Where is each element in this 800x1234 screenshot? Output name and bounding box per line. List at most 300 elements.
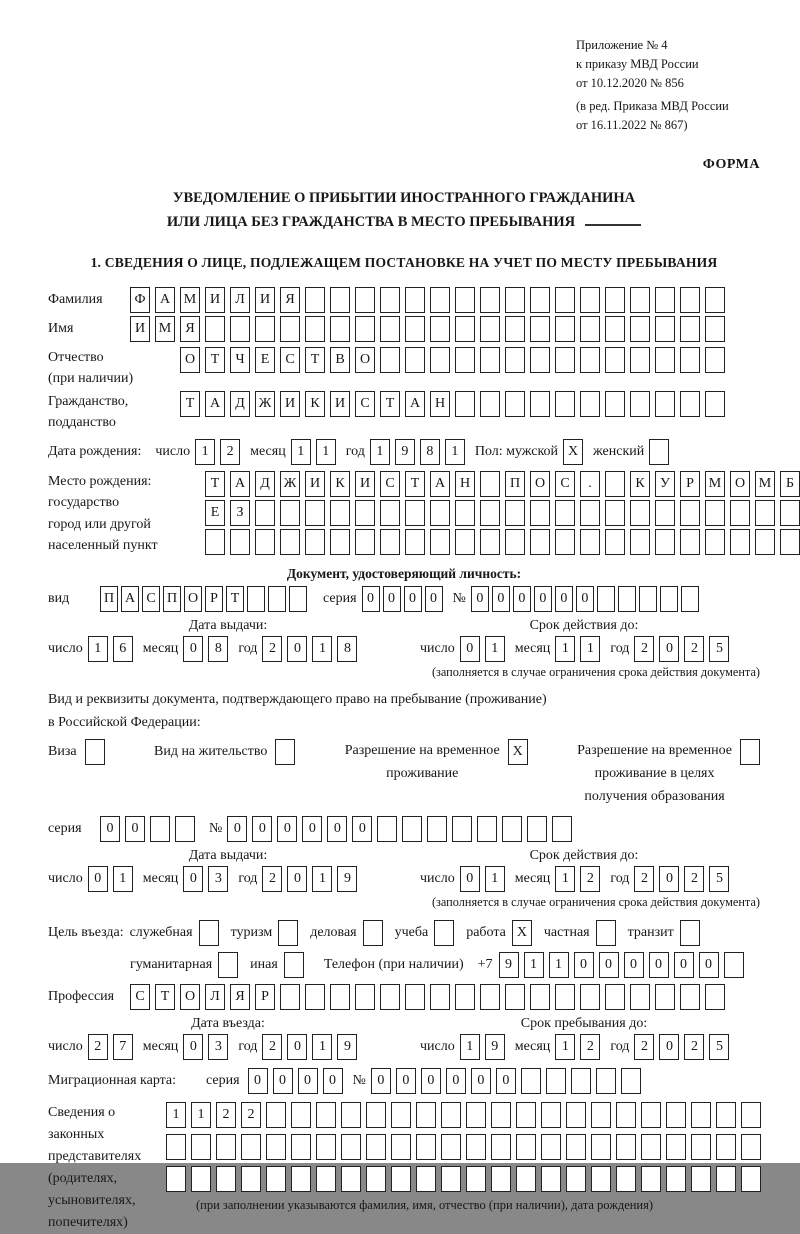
form-cell[interactable]: 1	[555, 1034, 575, 1060]
form-cell[interactable]	[605, 347, 625, 373]
form-cell[interactable]	[655, 316, 675, 342]
form-cell[interactable]: 0	[576, 586, 594, 612]
form-cell[interactable]	[555, 529, 575, 555]
form-cell[interactable]	[441, 1166, 461, 1192]
form-cell[interactable]: 1	[445, 439, 465, 465]
form-cell[interactable]: .	[580, 471, 600, 497]
form-cell[interactable]	[566, 1134, 586, 1160]
form-cell[interactable]	[555, 391, 575, 417]
form-cell[interactable]	[555, 500, 575, 526]
form-cell[interactable]	[705, 287, 725, 313]
form-cell[interactable]: 8	[208, 636, 228, 662]
form-cell[interactable]: 7	[113, 1034, 133, 1060]
form-cell[interactable]	[280, 984, 300, 1010]
form-cell[interactable]: Т	[405, 471, 425, 497]
form-cell[interactable]: 0	[574, 952, 594, 978]
form-cell[interactable]	[455, 316, 475, 342]
form-cell[interactable]: 0	[421, 1068, 441, 1094]
form-cell[interactable]: Л	[205, 984, 225, 1010]
form-cell[interactable]: С	[142, 586, 160, 612]
form-cell[interactable]: А	[155, 287, 175, 313]
form-cell[interactable]: 1	[113, 866, 133, 892]
form-cell[interactable]: А	[205, 391, 225, 417]
form-cell[interactable]	[655, 391, 675, 417]
form-cell[interactable]: М	[155, 316, 175, 342]
form-cell[interactable]: 0	[460, 866, 480, 892]
form-cell[interactable]	[380, 287, 400, 313]
form-cell[interactable]	[466, 1102, 486, 1128]
form-cell[interactable]: А	[405, 391, 425, 417]
form-cell[interactable]: 8	[420, 439, 440, 465]
form-cell[interactable]	[405, 316, 425, 342]
form-cell[interactable]	[516, 1102, 536, 1128]
form-cell[interactable]	[605, 500, 625, 526]
form-cell[interactable]: 0	[383, 586, 401, 612]
form-cell[interactable]: 0	[446, 1068, 466, 1094]
form-cell[interactable]	[330, 316, 350, 342]
form-cell[interactable]	[591, 1134, 611, 1160]
form-cell[interactable]: Я	[180, 316, 200, 342]
form-cell[interactable]	[455, 391, 475, 417]
form-cell[interactable]	[191, 1166, 211, 1192]
form-cell[interactable]: Т	[205, 471, 225, 497]
form-cell[interactable]	[430, 984, 450, 1010]
form-cell[interactable]: 2	[262, 636, 282, 662]
form-cell[interactable]	[316, 1134, 336, 1160]
form-cell[interactable]: 9	[395, 439, 415, 465]
form-cell[interactable]: 0	[674, 952, 694, 978]
form-cell[interactable]	[630, 391, 650, 417]
form-cell[interactable]: 1	[88, 636, 108, 662]
form-cell[interactable]	[166, 1166, 186, 1192]
form-cell[interactable]	[680, 391, 700, 417]
form-cell[interactable]	[716, 1102, 736, 1128]
form-cell[interactable]	[291, 1102, 311, 1128]
form-cell[interactable]: А	[121, 586, 139, 612]
form-cell[interactable]: 1	[485, 636, 505, 662]
form-cell[interactable]	[605, 984, 625, 1010]
form-cell[interactable]	[380, 316, 400, 342]
form-cell[interactable]	[230, 316, 250, 342]
form-cell[interactable]	[596, 920, 616, 946]
form-cell[interactable]: А	[230, 471, 250, 497]
form-cell[interactable]	[255, 529, 275, 555]
form-cell[interactable]	[480, 984, 500, 1010]
form-cell[interactable]	[530, 500, 550, 526]
form-cell[interactable]	[278, 920, 298, 946]
form-cell[interactable]	[405, 529, 425, 555]
form-cell[interactable]	[330, 529, 350, 555]
form-cell[interactable]	[380, 347, 400, 373]
form-cell[interactable]: А	[430, 471, 450, 497]
form-cell[interactable]	[466, 1166, 486, 1192]
form-cell[interactable]	[596, 1068, 616, 1094]
form-cell[interactable]	[402, 816, 422, 842]
form-cell[interactable]: 2	[262, 866, 282, 892]
form-cell[interactable]: 0	[287, 636, 307, 662]
form-cell[interactable]: 0	[362, 586, 380, 612]
form-cell[interactable]	[705, 347, 725, 373]
form-cell[interactable]: Т	[180, 391, 200, 417]
form-cell[interactable]	[541, 1102, 561, 1128]
form-cell[interactable]	[291, 1166, 311, 1192]
form-cell[interactable]	[216, 1166, 236, 1192]
form-cell[interactable]	[680, 529, 700, 555]
form-cell[interactable]	[780, 500, 800, 526]
form-cell[interactable]	[552, 816, 572, 842]
form-cell[interactable]: 0	[460, 636, 480, 662]
form-cell[interactable]: 1	[191, 1102, 211, 1128]
form-cell[interactable]	[666, 1102, 686, 1128]
form-cell[interactable]	[691, 1166, 711, 1192]
form-cell[interactable]	[505, 500, 525, 526]
form-cell[interactable]	[616, 1134, 636, 1160]
form-cell[interactable]: С	[130, 984, 150, 1010]
form-cell[interactable]: 9	[337, 866, 357, 892]
form-cell[interactable]: О	[730, 471, 750, 497]
form-cell[interactable]	[780, 529, 800, 555]
form-cell[interactable]: Т	[155, 984, 175, 1010]
form-cell[interactable]	[571, 1068, 591, 1094]
form-cell[interactable]	[655, 984, 675, 1010]
form-cell[interactable]: К	[305, 391, 325, 417]
form-cell[interactable]: Б	[780, 471, 800, 497]
form-cell[interactable]: 9	[337, 1034, 357, 1060]
form-cell[interactable]: 2	[684, 866, 704, 892]
form-cell[interactable]: С	[280, 347, 300, 373]
form-cell[interactable]: 1	[580, 636, 600, 662]
form-cell[interactable]	[305, 500, 325, 526]
form-cell[interactable]	[441, 1102, 461, 1128]
form-cell[interactable]	[516, 1134, 536, 1160]
form-cell[interactable]: 0	[183, 636, 203, 662]
form-cell[interactable]	[255, 316, 275, 342]
form-cell[interactable]: И	[130, 316, 150, 342]
form-cell[interactable]	[616, 1102, 636, 1128]
form-cell[interactable]	[724, 952, 744, 978]
form-cell[interactable]: Р	[205, 586, 223, 612]
form-cell[interactable]	[605, 471, 625, 497]
form-cell[interactable]	[680, 500, 700, 526]
form-cell[interactable]	[355, 500, 375, 526]
form-cell[interactable]	[416, 1102, 436, 1128]
form-cell[interactable]: И	[205, 287, 225, 313]
form-cell[interactable]	[199, 920, 219, 946]
form-cell[interactable]	[291, 1134, 311, 1160]
form-cell[interactable]	[580, 984, 600, 1010]
form-cell[interactable]: Р	[680, 471, 700, 497]
form-cell[interactable]	[639, 586, 657, 612]
form-cell[interactable]: 1	[166, 1102, 186, 1128]
form-cell[interactable]: 0	[513, 586, 531, 612]
form-cell[interactable]: 0	[287, 1034, 307, 1060]
form-cell[interactable]	[491, 1134, 511, 1160]
form-cell[interactable]: 0	[287, 866, 307, 892]
form-cell[interactable]	[289, 586, 307, 612]
form-cell[interactable]: 2	[634, 636, 654, 662]
form-cell[interactable]: 8	[337, 636, 357, 662]
form-cell[interactable]: Ф	[130, 287, 150, 313]
form-cell[interactable]: О	[180, 347, 200, 373]
form-cell[interactable]: У	[655, 471, 675, 497]
form-cell[interactable]	[150, 816, 170, 842]
form-cell[interactable]	[455, 287, 475, 313]
form-cell[interactable]	[605, 287, 625, 313]
form-cell[interactable]: 0	[352, 816, 372, 842]
form-cell[interactable]	[480, 500, 500, 526]
form-cell[interactable]	[430, 347, 450, 373]
form-cell[interactable]: П	[505, 471, 525, 497]
form-cell[interactable]	[741, 1134, 761, 1160]
form-cell[interactable]	[480, 287, 500, 313]
form-cell[interactable]	[618, 586, 636, 612]
form-cell[interactable]: 0	[624, 952, 644, 978]
form-cell[interactable]	[616, 1166, 636, 1192]
form-cell[interactable]: Р	[255, 984, 275, 1010]
form-cell[interactable]: 1	[460, 1034, 480, 1060]
form-cell[interactable]	[705, 500, 725, 526]
form-cell[interactable]	[705, 984, 725, 1010]
form-cell[interactable]	[516, 1166, 536, 1192]
form-cell[interactable]	[505, 984, 525, 1010]
form-cell[interactable]: Т	[226, 586, 244, 612]
form-cell[interactable]	[666, 1166, 686, 1192]
form-cell[interactable]	[455, 500, 475, 526]
form-cell[interactable]: 0	[125, 816, 145, 842]
form-cell[interactable]: Т	[305, 347, 325, 373]
form-cell[interactable]: Ж	[255, 391, 275, 417]
form-cell[interactable]	[649, 439, 669, 465]
form-cell[interactable]: 3	[208, 866, 228, 892]
form-cell[interactable]: 0	[599, 952, 619, 978]
form-cell[interactable]: 2	[580, 866, 600, 892]
form-cell[interactable]: 0	[471, 586, 489, 612]
form-cell[interactable]	[655, 529, 675, 555]
form-cell[interactable]: X	[512, 920, 532, 946]
form-cell[interactable]: 1	[485, 866, 505, 892]
form-cell[interactable]	[380, 984, 400, 1010]
form-cell[interactable]: М	[180, 287, 200, 313]
form-cell[interactable]	[566, 1102, 586, 1128]
form-cell[interactable]: П	[163, 586, 181, 612]
form-cell[interactable]	[505, 391, 525, 417]
form-cell[interactable]	[555, 984, 575, 1010]
form-cell[interactable]	[452, 816, 472, 842]
form-cell[interactable]: 1	[291, 439, 311, 465]
form-cell[interactable]: Н	[430, 391, 450, 417]
form-cell[interactable]: П	[100, 586, 118, 612]
form-cell[interactable]: 0	[492, 586, 510, 612]
form-cell[interactable]	[341, 1134, 361, 1160]
form-cell[interactable]	[705, 529, 725, 555]
form-cell[interactable]	[430, 529, 450, 555]
form-cell[interactable]: 5	[709, 866, 729, 892]
form-cell[interactable]	[405, 347, 425, 373]
form-cell[interactable]	[546, 1068, 566, 1094]
form-cell[interactable]	[580, 391, 600, 417]
form-cell[interactable]	[716, 1134, 736, 1160]
form-cell[interactable]: 0	[471, 1068, 491, 1094]
form-cell[interactable]	[330, 500, 350, 526]
form-cell[interactable]: С	[380, 471, 400, 497]
form-cell[interactable]: 1	[312, 636, 332, 662]
form-cell[interactable]	[521, 1068, 541, 1094]
form-cell[interactable]	[555, 347, 575, 373]
form-cell[interactable]	[541, 1166, 561, 1192]
form-cell[interactable]: 1	[555, 866, 575, 892]
form-cell[interactable]	[284, 952, 304, 978]
form-cell[interactable]: 1	[370, 439, 390, 465]
form-cell[interactable]	[530, 287, 550, 313]
form-cell[interactable]	[691, 1134, 711, 1160]
form-cell[interactable]	[266, 1134, 286, 1160]
form-cell[interactable]: X	[563, 439, 583, 465]
form-cell[interactable]: 2	[634, 866, 654, 892]
form-cell[interactable]: 2	[241, 1102, 261, 1128]
form-cell[interactable]	[455, 529, 475, 555]
form-cell[interactable]: Ж	[280, 471, 300, 497]
form-cell[interactable]	[555, 287, 575, 313]
form-cell[interactable]	[366, 1134, 386, 1160]
form-cell[interactable]	[541, 1134, 561, 1160]
form-cell[interactable]: 0	[302, 816, 322, 842]
form-cell[interactable]	[530, 316, 550, 342]
form-cell[interactable]: 0	[396, 1068, 416, 1094]
form-cell[interactable]: 2	[634, 1034, 654, 1060]
form-cell[interactable]	[380, 529, 400, 555]
form-cell[interactable]: 1	[524, 952, 544, 978]
form-cell[interactable]	[527, 816, 547, 842]
form-cell[interactable]	[680, 347, 700, 373]
form-cell[interactable]	[491, 1102, 511, 1128]
form-cell[interactable]	[630, 287, 650, 313]
form-cell[interactable]: М	[705, 471, 725, 497]
form-cell[interactable]: 0	[371, 1068, 391, 1094]
form-cell[interactable]: Я	[230, 984, 250, 1010]
form-cell[interactable]	[218, 952, 238, 978]
form-cell[interactable]: 1	[312, 1034, 332, 1060]
form-cell[interactable]: 0	[277, 816, 297, 842]
form-cell[interactable]	[655, 500, 675, 526]
form-cell[interactable]: 5	[709, 636, 729, 662]
form-cell[interactable]: 0	[248, 1068, 268, 1094]
form-cell[interactable]	[480, 391, 500, 417]
form-cell[interactable]	[505, 316, 525, 342]
form-cell[interactable]: 1	[555, 636, 575, 662]
form-cell[interactable]	[605, 529, 625, 555]
form-cell[interactable]	[191, 1134, 211, 1160]
form-cell[interactable]	[416, 1134, 436, 1160]
form-cell[interactable]: И	[305, 471, 325, 497]
form-cell[interactable]	[730, 529, 750, 555]
form-cell[interactable]: 9	[499, 952, 519, 978]
form-cell[interactable]: 0	[699, 952, 719, 978]
form-cell[interactable]: 2	[220, 439, 240, 465]
form-cell[interactable]	[255, 500, 275, 526]
form-cell[interactable]	[605, 316, 625, 342]
form-cell[interactable]	[705, 316, 725, 342]
form-cell[interactable]: X	[508, 739, 528, 765]
form-cell[interactable]	[477, 816, 497, 842]
form-cell[interactable]	[266, 1166, 286, 1192]
form-cell[interactable]	[480, 316, 500, 342]
form-cell[interactable]	[466, 1134, 486, 1160]
form-cell[interactable]	[85, 739, 105, 765]
form-cell[interactable]: 0	[649, 952, 669, 978]
form-cell[interactable]	[566, 1166, 586, 1192]
form-cell[interactable]: 0	[659, 1034, 679, 1060]
form-cell[interactable]	[230, 529, 250, 555]
form-cell[interactable]	[430, 287, 450, 313]
form-cell[interactable]: К	[330, 471, 350, 497]
form-cell[interactable]	[530, 347, 550, 373]
form-cell[interactable]	[680, 287, 700, 313]
form-cell[interactable]: Н	[455, 471, 475, 497]
form-cell[interactable]	[530, 984, 550, 1010]
form-cell[interactable]	[502, 816, 522, 842]
form-cell[interactable]	[597, 586, 615, 612]
form-cell[interactable]	[530, 529, 550, 555]
form-cell[interactable]	[416, 1166, 436, 1192]
form-cell[interactable]	[316, 1166, 336, 1192]
form-cell[interactable]	[330, 984, 350, 1010]
form-cell[interactable]	[441, 1134, 461, 1160]
form-cell[interactable]	[716, 1166, 736, 1192]
form-cell[interactable]	[666, 1134, 686, 1160]
form-cell[interactable]: 0	[183, 866, 203, 892]
form-cell[interactable]	[366, 1102, 386, 1128]
form-cell[interactable]	[355, 529, 375, 555]
form-cell[interactable]	[491, 1166, 511, 1192]
form-cell[interactable]	[355, 287, 375, 313]
form-cell[interactable]: 0	[273, 1068, 293, 1094]
form-cell[interactable]: О	[180, 984, 200, 1010]
form-cell[interactable]: 5	[709, 1034, 729, 1060]
form-cell[interactable]: 0	[496, 1068, 516, 1094]
form-cell[interactable]	[630, 316, 650, 342]
form-cell[interactable]	[591, 1102, 611, 1128]
form-cell[interactable]	[391, 1166, 411, 1192]
form-cell[interactable]	[480, 347, 500, 373]
form-cell[interactable]: С	[355, 391, 375, 417]
form-cell[interactable]: 2	[88, 1034, 108, 1060]
form-cell[interactable]	[630, 984, 650, 1010]
form-cell[interactable]	[205, 316, 225, 342]
form-cell[interactable]: Е	[205, 500, 225, 526]
form-cell[interactable]: В	[330, 347, 350, 373]
form-cell[interactable]: 1	[316, 439, 336, 465]
form-cell[interactable]: 1	[549, 952, 569, 978]
form-cell[interactable]: 2	[684, 1034, 704, 1060]
form-cell[interactable]	[680, 316, 700, 342]
form-cell[interactable]	[591, 1166, 611, 1192]
form-cell[interactable]: 0	[183, 1034, 203, 1060]
form-cell[interactable]	[280, 316, 300, 342]
form-cell[interactable]: 0	[404, 586, 422, 612]
form-cell[interactable]	[680, 984, 700, 1010]
form-cell[interactable]: Д	[230, 391, 250, 417]
form-cell[interactable]	[655, 347, 675, 373]
form-cell[interactable]	[580, 287, 600, 313]
form-cell[interactable]: 1	[312, 866, 332, 892]
form-cell[interactable]	[740, 739, 760, 765]
form-cell[interactable]	[175, 816, 195, 842]
form-cell[interactable]	[660, 586, 678, 612]
form-cell[interactable]	[580, 500, 600, 526]
form-cell[interactable]	[655, 287, 675, 313]
form-cell[interactable]	[241, 1134, 261, 1160]
form-cell[interactable]	[580, 347, 600, 373]
